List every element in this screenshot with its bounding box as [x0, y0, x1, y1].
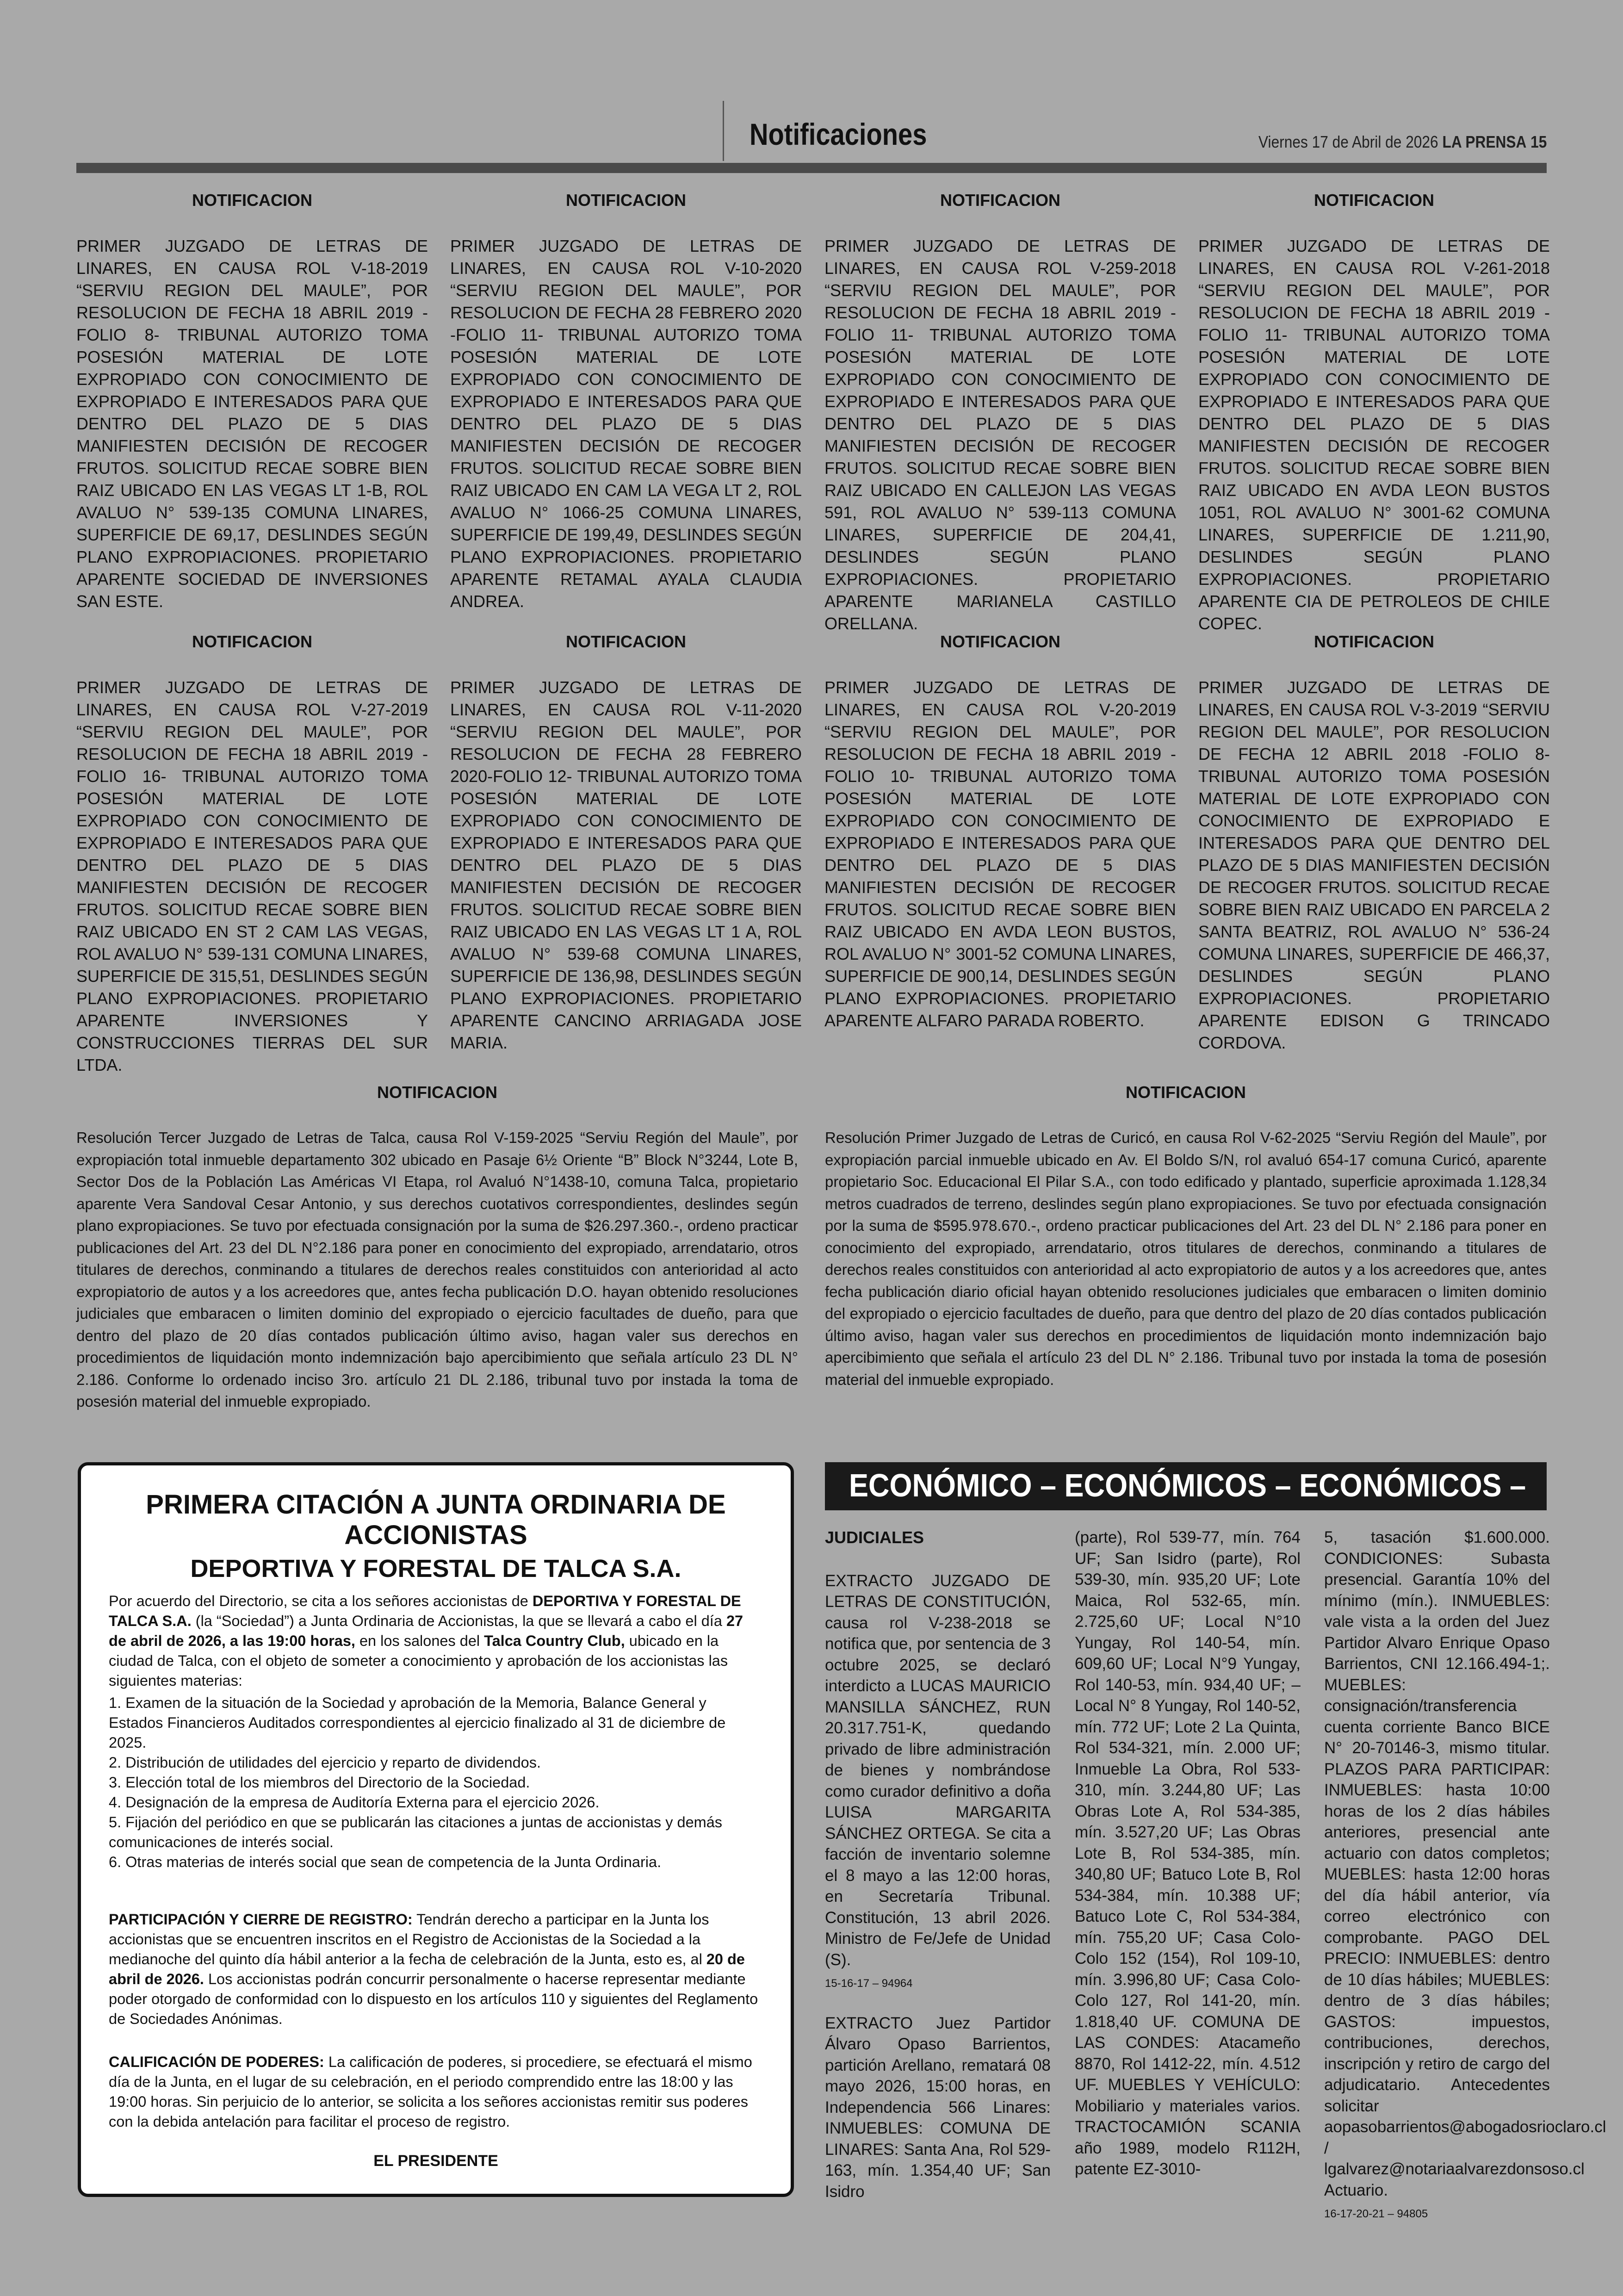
- signature: EL PRESIDENTE: [373, 2152, 498, 2170]
- notice-body: PRIMER JUZGADO DE LETRAS DE LINARES, EN CAUSA ROL V-259-2018 “SERVIU REGION DEL MAULE”, POR RESOLUCION DE FECHA 18 ABRIL 2019 -FOLIO 11- TRIBUNAL AUTORIZO TOMA POSESIÓN MATERIAL DE LOTE EXPROPIADO CON CONOCIMIENTO DE EXPROPIADO E INTERESADOS PARA QUE DENTRO DEL PLAZO DE 5 DIAS MANIFIESTEN DECISIÓN DE RECOGER FRUTOS. SOLICITUD RECAE SOBRE BIEN RAIZ UBICADO EN CALLEJON LAS VEGAS 591, ROL AVALUO N° 539-113 COMUNA LINARES, SUPERFICIE DE 204,41, DESLINDES SEGÚN PLANO EXPROPIACIONES. PROPIETARIO APARENTE MARIANELA CASTILLO ORELLANA.: [824, 236, 1176, 633]
- participation-paragraph: PARTICIPACIÓN Y CIERRE DE REGISTRO: Tendrán derecho a participar en la Junta los accionistas que se encuentren inscritos en el Registro de Accionistas de la Sociedad a la medianoche del quinto día hábil anterior a la fecha de celebración de la Junta, esto es, al 20 de abril de 2026. Los accionistas podrán concurrir personalmente o hacerse representar mediante poder otorgado de conformidad con lo dispuesto en los artículos 110 y siguientes del Reglamento de Sociedades Anónimas.: [109, 1911, 758, 2027]
- classified-ad-continued: (parte), Rol 539-77, mín. 764 UF; San Isidro (parte), Rol 539-30, mín. 935,20 UF; Lote Maica, Rol 532-65, mín. 2.725,60 UF; Local N°10 Yungay, Rol 140-54, mín. 609,60 UF; Local N°9 Yungay, Rol 140-53, mín. 934,40 UF; – Local N° 8 Yungay, Rol 140-52, mín. 772 UF; Lote 2 La Quinta, Rol 534-321, mín. 2.000 UF; Inmueble La Obra, Rol 533-310, mín. 3.244,80 UF; Las Obras Lote A, Rol 534-385, mín. 3.527,20 UF; Las Obras Lote B, Rol 534-385, mín. 340,80 UF; Batuco Lote B, Rol 534-384, mín. 10.388 UF; Batuco Lote C, Rol 534-384, mín. 755,20 UF; Casa Colo-Colo 152 (154), Rol 109-10, mín. 3.996,80 UF; Casa Colo-Colo 127, Rol 141-20, mín. 1.818,40 UF. COMUNA DE LAS CONDES: Atacameño 8870, Rol 1412-22, mín. 4.512 UF. MUEBLES Y VEHÍCULO: Mobiliario y materiales varios. TRACTOCAMIÓN SCANIA año 1989, modelo R112H, patente EZ-3010-: [1075, 1528, 1301, 2178]
- classifieds-section-heading: JUDICIALES: [825, 1528, 924, 1547]
- ad-reference: 15-16-17 – 94964: [825, 1977, 913, 1990]
- notice-body: PRIMER JUZGADO DE LETRAS DE LINARES, EN CAUSA ROL V-11-2020 “SERVIU REGION DEL MAULE”, POR RESOLUCION DE FECHA 28 FEBRERO 2020-FOLIO 12- TRIBUNAL AUTORIZO TOMA POSESIÓN MATERIAL DE LOTE EXPROPIADO CON CONOCIMIENTO DE EXPROPIADO E INTERESADOS PARA QUE DENTRO DEL PLAZO DE 5 DIAS MANIFIESTEN DECISIÓN DE RECOGER FRUTOS. SOLICITUD RECAE SOBRE BIEN RAIZ UBICADO EN LAS VEGAS LT 1 A, ROL AVALUO N° 539-68 COMUNA LINARES, SUPERFICIE DE 136,98, DESLINDES SEGÚN PLANO EXPROPIACIONES. PROPIETARIO APARENTE CANCINO ARRIAGADA JOSE MARIA.: [450, 678, 802, 1052]
- notice-body: PRIMER JUZGADO DE LETRAS DE LINARES, EN CAUSA ROL V-261-2018 “SERVIU REGION DEL MAULE”, POR RESOLUCION DE FECHA 18 ABRIL 2019 -FOLIO 11- TRIBUNAL AUTORIZO TOMA POSESIÓN MATERIAL DE LOTE EXPROPIADO CON CONOCIMIENTO DE EXPROPIADO E INTERESADOS PARA QUE DENTRO DEL PLAZO DE 5 DIAS MANIFIESTEN DECISIÓN DE RECOGER FRUTOS. SOLICITUD RECAE SOBRE BIEN RAIZ UBICADO EN AVDA LEON BUSTOS 1051, ROL AVALUO N° 3001-62 COMUNA LINARES, SUPERFICIE DE 1.211,90, DESLINDES SEGÚN PLANO EXPROPIACIONES. PROPIETARIO APARENTE CIA DE PETROLEOS DE CHILE COPEC.: [1198, 236, 1550, 633]
- shareholder-meeting-notice: [78, 1462, 794, 2197]
- notice-title: NOTIFICACION: [377, 1083, 497, 1102]
- classified-ad-continued: 5, tasación $1.600.000. CONDICIONES: Subasta presencial. Garantía 10% del mínimo (mín.). INMUEBLES: vale vista a la orden del Juez Partidor Alvaro Enrique Opaso Barrientos, CNI 12.166.494-1;. MUEBLES: consignación/transferencia cuenta corriente Banco BICE N° 20-70146-3, mismo titular. PLAZOS PARA PARTICIPAR: INMUEBLES: hasta 10:00 horas de los 2 días hábiles anteriores, presencial ante actuario con datos completos; MUEBLES: hasta 12:00 horas del día hábil anterior, vía correo electrónico con comprobante. PAGO DEL PRECIO: INMUEBLES: dentro de 10 días hábiles; MUEBLES: dentro de 3 días hábiles; GASTOS: impuestos, contribuciones, derechos, inscripción y retiro de cargo del adjudicatario. Antecedentes solicitar aopasobarrientos@abogadosrioclaro.cl / lgalvarez@notariaalvarezdonsoso.cl Actuario.: [1324, 1528, 1606, 2199]
- classifieds-column: [1075, 1527, 1301, 2180]
- agenda-item: 4. Designación de la empresa de Auditoría Externa para el ejercicio 2026.: [109, 1794, 600, 1811]
- classified-ad: EXTRACTO JUZGADO DE LETRAS DE CONSTITUCIÓN, causa rol V-238-2018 se notifica que, por sentencia de 3 octubre 2025, se declaró interdicto a LUCAS MAURICIO MANSILLA SÁNCHEZ, RUN 20.317.751-K, quedando privado de libre administración de bienes y nombrándose como curador definitivo a doña LUISA MARGARITA SÁNCHEZ ORTEGA. Se cita a facción de inventario solemne el 8 mayo a las 12:00 horas, en Secretaría Tribunal. Constitución, 13 abril 2026. Ministro de Fe/Jefe de Unidad (S).: [825, 1571, 1051, 1969]
- notice-title: NOTIFICACION: [192, 191, 312, 210]
- meeting-title: PRIMERA CITACIÓN A JUNTA ORDINARIA DE ACCIONISTAS: [146, 1489, 726, 1550]
- notice-body: PRIMER JUZGADO DE LETRAS DE LINARES, EN CAUSA ROL V-27-2019 “SERVIU REGION DEL MAULE”, POR RESOLUCION DE FECHA 18 ABRIL 2019 -FOLIO 16- TRIBUNAL AUTORIZO TOMA POSESIÓN MATERIAL DE LOTE EXPROPIADO CON CONOCIMIENTO DE EXPROPIADO E INTERESADOS PARA QUE DENTRO DEL PLAZO DE 5 DIAS MANIFIESTEN DECISIÓN DE RECOGER FRUTOS. SOLICITUD RECAE SOBRE BIEN RAIZ UBICADO EN ST 2 CAM LAS VEGAS, ROL AVALUO N° 539-131 COMUNA LINARES, SUPERFICIE DE 315,51, DESLINDES SEGÚN PLANO EXPROPIACIONES. PROPIETARIO APARENTE INVERSIONES Y CONSTRUCCIONES TIERRAS DEL SUR LTDA.: [76, 678, 428, 1074]
- header-rule: [76, 163, 1547, 173]
- notice-title: NOTIFICACION: [1314, 191, 1434, 210]
- company-name: DEPORTIVA Y FORESTAL DE TALCA S.A.: [190, 1555, 681, 1582]
- ad-reference: 16-17-20-21 – 94805: [1324, 2208, 1428, 2220]
- agenda-item: 3. Elección total de los miembros del Directorio de la Sociedad.: [109, 1774, 530, 1791]
- notice-body: Resolución Tercer Juzgado de Letras de Talca, causa Rol V-159-2025 “Serviu Región del Maule”, por expropiación total inmueble departamento 302 ubicado en Pasaje 6½ Oriente “B” Block N°3244, Lote B, Sector Dos de la Población Las Américas VI Etapa, rol Avaluó N°1438-10, comuna Talca, propietario aparente Vera Sandoval Cesar Antonio, y sus derechos cuotativos correspondientes, deslindes según plano expropiaciones. Se tuvo por efectuada consignación por la suma de $26.297.360.-, ordeno practicar publicaciones del Art. 23 del DL N°2.186 para poner en conocimiento del expropiado, arrendatario, otros titulares de derechos, conminando a titulares de derechos reales constituidos con anterioridad al acto expropiatorio de autos y a los acreedores que, antes fecha publicación D.O. hayan obtenido resoluciones judiciales que embaracen o limiten dominio del expropiado o ejercicio facultades de dueño, para que dentro del plazo de 20 días contados publicación último aviso, hagan valer sus derechos en procedimientos de liquidación monto indemnización bajo apercibimiento que señala artículo 23 DL N° 2.186. Conforme lo ordenado inciso 3ro. artículo 21 DL 2.186, tribunal tuvo por instada la toma de posesión material del inmueble expropiado.: [76, 1129, 798, 1410]
- agenda-item: 6. Otras materias de interés social que sean de competencia de la Junta Ordinaria.: [109, 1854, 662, 1870]
- header-dateline: [1258, 132, 1547, 152]
- notice-title: NOTIFICACION: [1126, 1083, 1246, 1102]
- classified-ad: EXTRACTO Juez Partidor Álvaro Opaso Barrientos, partición Arellano, rematará 08 mayo 2026, 15:00 horas, en Independencia 566 Linares: INMUEBLES: COMUNA DE LINARES: Santa Ana, Rol 529-163, mín. 1.354,40 UF; San Isidro: [825, 2014, 1051, 2201]
- proxies-paragraph: CALIFICACIÓN DE PODERES: La calificación de poderes, si procediere, se efectuará el mismo día de la Junta, en el lugar de su celebración, en el periodo comprendido entre las 18:00 y las 19:00 horas. Sin perjuicio de lo anterior, se solicita a los señores accionistas remitir sus poderes con la debida antelación para facilitar el proceso de registro.: [109, 2054, 752, 2130]
- agenda-item: 2. Distribución de utilidades del ejercicio y reparto de dividendos.: [109, 1754, 541, 1771]
- agenda-item: 1. Examen de la situación de la Sociedad y aprobación de la Memoria, Balance General y Estados Financieros Auditados correspondientes al ejercicio finalizado al 31 de diciembre de 2025.: [109, 1694, 726, 1751]
- agenda-item: 5. Fijación del periódico en que se publicarán las citaciones a juntas de accionistas y demás comunicaciones de interés social.: [109, 1814, 723, 1850]
- notice-title: NOTIFICACION: [940, 191, 1060, 210]
- notice-body: PRIMER JUZGADO DE LETRAS DE LINARES, EN CAUSA ROL V-20-2019 “SERVIU REGION DEL MAULE”, POR RESOLUCION DE FECHA 18 ABRIL 2019 -FOLIO 10- TRIBUNAL AUTORIZO TOMA POSESIÓN MATERIAL DE LOTE EXPROPIADO CON CONOCIMIENTO DE EXPROPIADO E INTERESADOS PARA QUE DENTRO DEL PLAZO DE 5 DIAS MANIFIESTEN DECISIÓN DE RECOGER FRUTOS. SOLICITUD RECAE SOBRE BIEN RAIZ UBICADO EN AVDA LEON BUSTOS, ROL AVALUO N° 3001-52 COMUNA LINARES, SUPERFICIE DE 900,14, DESLINDES SEGÚN PLANO EXPROPIACIONES. PROPIETARIO APARENTE ALFARO PARADA ROBERTO.: [824, 678, 1176, 1030]
- issue-date: Viernes 17 de Abril de 2026: [1258, 132, 1438, 151]
- notice-body: PRIMER JUZGADO DE LETRAS DE LINARES, EN CAUSA ROL V-3-2019 “SERVIU REGION DEL MAULE”, POR RESOLUCION DE FECHA 12 ABRIL 2018 -FOLIO 8- TRIBUNAL AUTORIZO TOMA POSESIÓN MATERIAL DE LOTE EXPROPIADO CON CONOCIMIENTO DE EXPROPIADO E INTERESADOS PARA QUE DENTRO DEL PLAZO DE 5 DIAS MANIFIESTEN DECISIÓN DE RECOGER FRUTOS. SOLICITUD RECAE SOBRE BIEN RAIZ UBICADO EN PARCELA 2 SANTA BEATRIZ, ROL AVALUO N° 536-24 COMUNA LINARES, SUPERFICIE DE 466,37, DESLINDES SEGÚN PLANO EXPROPIACIONES. PROPIETARIO APARENTE EDISON G TRINCADO CORDOVA.: [1198, 678, 1550, 1052]
- classifieds-column: [825, 1527, 1051, 2202]
- notice-title: NOTIFICACION: [566, 632, 686, 651]
- newspaper-name: LA PRENSA: [1442, 132, 1527, 151]
- classifieds-banner-text: ECONÓMICO – ECONÓMICOS – ECONÓMICOS –: [849, 1467, 1526, 1503]
- header-divider: [723, 101, 724, 161]
- notice-body: Resolución Primer Juzgado de Letras de Curicó, en causa Rol V-62-2025 “Serviu Región del Maule”, por expropiación parcial inmueble ubicado en Av. El Boldo S/N, rol avaluó 654-17 comuna Curicó, aparente propietario Soc. Educacional El Pilar S.A., con todo edificado y plantado, superficie aproximada 1.128,34 metros cuadrados de terreno, deslindes según plano expropiaciones. Se tuvo por efectuada consignación por la suma de $595.978.670.-, ordeno practicar publicaciones del Art. 23 del DL N° 2.186 para poner en conocimiento del expropiado, arrendatario, otros titulares de derechos, conminando a titulares de derechos reales constituidos con anterioridad al acto expropiatorio de autos y a los acreedores que, antes fecha publicación diario oficial hayan obtenido resoluciones judiciales que embaracen o limiten dominio del expropiado o ejercicio facultades de dueño, para que dentro del plazo de 20 días contados publicación último aviso, hagan valer sus derechos en procedimientos de liquidación monto indemnización bajo apercibimiento que señala el artículo 23 del DL N° 2.186. Tribunal tuvo por instada la toma de posesión material del inmueble expropiado.: [825, 1129, 1547, 1388]
- notice-title: NOTIFICACION: [192, 632, 312, 651]
- notice-title: NOTIFICACION: [1314, 632, 1434, 651]
- agenda-list: [109, 1693, 761, 1872]
- notice-body: PRIMER JUZGADO DE LETRAS DE LINARES, EN CAUSA ROL V-10-2020 “SERVIU REGION DEL MAULE”, POR RESOLUCION DE FECHA 28 FEBRERO 2020 -FOLIO 11- TRIBUNAL AUTORIZO TOMA POSESIÓN MATERIAL DE LOTE EXPROPIADO CON CONOCIMIENTO DE EXPROPIADO E INTERESADOS PARA QUE DENTRO DEL PLAZO DE 5 DIAS MANIFIESTEN DECISIÓN DE RECOGER FRUTOS. SOLICITUD RECAE SOBRE BIEN RAIZ UBICADO EN CAM LA VEGA LT 2, ROL AVALUO N° 1066-25 COMUNA LINARES, SUPERFICIE DE 199,49, DESLINDES SEGÚN PLANO EXPROPIACIONES. PROPIETARIO APARENTE RETAMAL AYALA CLAUDIA ANDREA.: [450, 236, 802, 611]
- section-title: Notificaciones: [750, 117, 927, 151]
- meeting-intro: Por acuerdo del Directorio, se cita a los señores accionistas de DEPORTIVA Y FORESTAL DE TALCA S.A. (la “Sociedad”) a Junta Ordinaria de Accionistas, la que se llevará a cabo el día 27 de abril de 2026, a las 19:00 horas, en los salones del Talca Country Club, ubicado en la ciudad de Talca, con el objeto de someter a conocimiento y aprobación de los accionistas las siguientes materias:: [109, 1593, 743, 1689]
- notice-title: NOTIFICACION: [940, 632, 1060, 651]
- classifieds-column: [1324, 1527, 1606, 2225]
- notice-body: PRIMER JUZGADO DE LETRAS DE LINARES, EN CAUSA ROL V-18-2019 “SERVIU REGION DEL MAULE”, POR RESOLUCION DE FECHA 18 ABRIL 2019 -FOLIO 8- TRIBUNAL AUTORIZO TOMA POSESIÓN MATERIAL DE LOTE EXPROPIADO CON CONOCIMIENTO DE EXPROPIADO E INTERESADOS PARA QUE DENTRO DEL PLAZO DE 5 DIAS MANIFIESTEN DECISIÓN DE RECOGER FRUTOS. SOLICITUD RECAE SOBRE BIEN RAIZ UBICADO EN LAS VEGAS LT 1-B, ROL AVALUO N° 539-135 COMUNA LINARES, SUPERFICIE DE 69,17, DESLINDES SEGÚN PLANO EXPROPIACIONES. PROPIETARIO APARENTE SOCIEDAD DE INVERSIONES SAN ESTE.: [76, 236, 428, 611]
- notice-title: NOTIFICACION: [566, 191, 686, 210]
- page-number: 15: [1530, 132, 1547, 151]
